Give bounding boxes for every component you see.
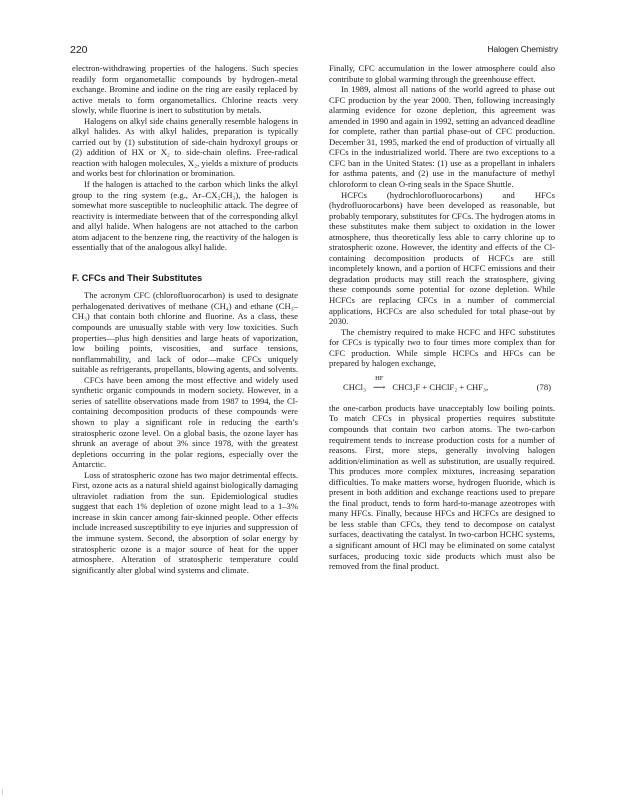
- paragraph: Halogens on alkyl side chains generally resemble halogens in alkyl halides. As with alkyl halides, preparation is typically carried out by (1) substitution of side-chain hydroxyl groups or (2) addition of HX or X₂ to side-chain olefins. Free-radical reaction with halogen molecules, X₂, yields a mixture of products and works best for chlorination or bromination.: [72, 115, 298, 179]
- paragraph: If the halogen is attached to the carbon which links the alkyl group to the ring system (e.g., Ar–CX₂CH₃), the halogen is somewhat more susceptible to nucleophilic attack. The degree of reactivity is intermediate between that of the corresponding alkyl and allyl halide. When halogens are not attached to the carbon atom adjacent to the benzene ring, the reactivity of the halogen is essentially that of the analogous alkyl halide.: [72, 179, 298, 253]
- paragraph: the one-carbon products have unacceptably low boiling points. To match CFCs in physical properties requires substitute compounds that contain two carbon atoms. The two-carbon requirement tends to increase production costs for a number of reasons. First, more steps, generally involving halogen addition/elimination as well as substitution, are usually required. This produces more complex mixtures, increasing separation difficulties. To make matters worse, hydrogen fluoride, which is present in both addition and exchange reactions used to prepare the final product, tends to form hard-to-manage azeotropes with many HFCs. Finally, because HFCs and HCFCs are designed to be less stable than CFCs, they tend to decompose on catalyst surfaces, deactivating the catalyst. In two-carbon HCHC systems, a significant amount of HCl may be eliminated on some catalyst surfaces, producing toxic side products which must also be removed from the final product.: [329, 402, 555, 572]
- paragraph: electron-withdrawing properties of the halogens. Such species readily form organometallic compounds by hydrogen–metal exchange. Bromine and iodine on the ring are easily replaced by active metals to form organometallics. Chlorine reacts very slowly, while fluorine is inert to substitution by metals.: [72, 63, 298, 116]
- paragraph: Loss of stratospheric ozone has two major detrimental effects. First, ozone acts as a natural shield against biologically damaging ultraviolet radiation from the sun. Epidemiological studies suggest that each 1% depletion of ozone might lead to a 1–3% increase in skin cancer among fair-skinned people. Other effects include increased susceptibility to eye injuries and suppression of the immune system. Second, the absorption of solar energy by stratospheric ozone is a major source of heat for the upper atmosphere. Alteration of stratospheric temperature could significantly alter global wind systems and climate.: [72, 469, 298, 575]
- paragraph: HCFCs (hydrochlorofluorocarbons) and HFCs (hydrofluorocarbons) have been developed as reasonable, but probably temporary, substitutes for CFCs. The hydrogen atoms in these substitutes make them subject to oxidation in the lower atmosphere, thus theoretically less able to carry chlorine up to stratospheric ozone. However, the identity and effects of the Cl-containing decomposition products of HCFCs are still incompletely known, and a portion of HCFC emissions and their degradation products may still reach the stratosphere, giving these compounds some potential for ozone depletion. While HCFCs are replacing CFCs in a number of commercial applications, HCFCs are also scheduled for total phase-out by 2030.: [329, 189, 555, 327]
- page-number: 220: [70, 44, 88, 56]
- equation-reactant: CHCl₃: [343, 381, 367, 392]
- left-column: [72, 63, 298, 575]
- paragraph: The acronym CFC (chlorofluorocarbon) is used to designate perhalogenated derivatives of methane (CH₄) and ethane (CH₃–CH₃) that contain both chlorine and fluorine. As a class, these compounds are unusually stable with very low toxicities. Such properties—plus high densities and large heats of vaporization, low boiling points, viscosities, and surface tensions, nonflammability, and lack of odor—make CFCs uniquely suitable as refrigerants, propellants, blowing agents, and solvents.: [72, 290, 299, 375]
- page-header: [70, 44, 558, 58]
- arrow-glyph: ⟶: [373, 381, 386, 392]
- paragraph: CFCs have been among the most effective and widely used synthetic organic compounds in modern society. However, in a series of satellite observations made from 1987 to 1994, the Cl-containing decomposition products of these compounds were shown to play a significant role in reducing the earth’s stratospheric ozone level. On a global basis, the ozone layer has shrunk an average of about 3% since 1978, with the greatest depletions occurring in the polar regions, especially over the Antarctic.: [72, 374, 298, 470]
- paragraph: The chemistry required to make HCFC and HFC substitutes for CFCs is typically two to four times more complex than for CFC production. While simple HCFCs and HFCs can be prepared by halogen exchange,: [329, 326, 555, 369]
- reaction-arrow: [370, 374, 388, 393]
- paragraph: Finally, CFC accumulation in the lower atmosphere could also contribute to global warming through the greenhouse effect.: [329, 63, 555, 84]
- right-column: [329, 63, 555, 572]
- section-heading: F. CFCs and Their Substitutes: [72, 272, 203, 283]
- paragraph: In 1989, almost all nations of the world agreed to phase out CFC production by the year 2000. Then, following increasingly alarming evidence for ozone depletion, this agreement was amended in 1990 and again in 1992, setting an advanced deadline for complete, rather than partial phase-out of CFC production. December 31, 1995, marked the end of production of virtually all CFCs in the industrialized world. There are two exceptions to a CFC ban in the United States: (1) use as a propellant in inhalers for asthma patents, and (2) use in the manufacture of methyl chloroform to clean O-ring seals in the Space Shuttle.: [329, 84, 555, 190]
- equation-catalyst: HF: [375, 374, 384, 382]
- equation-78: [329, 375, 555, 397]
- equation-products: CHCl₂F + CHClF₂ + CHF₃,: [392, 381, 489, 392]
- scan-mark: [2, 789, 3, 795]
- equation-formula: [343, 374, 489, 393]
- running-title: Halogen Chemistry: [487, 44, 558, 54]
- equation-number: (78): [536, 381, 551, 392]
